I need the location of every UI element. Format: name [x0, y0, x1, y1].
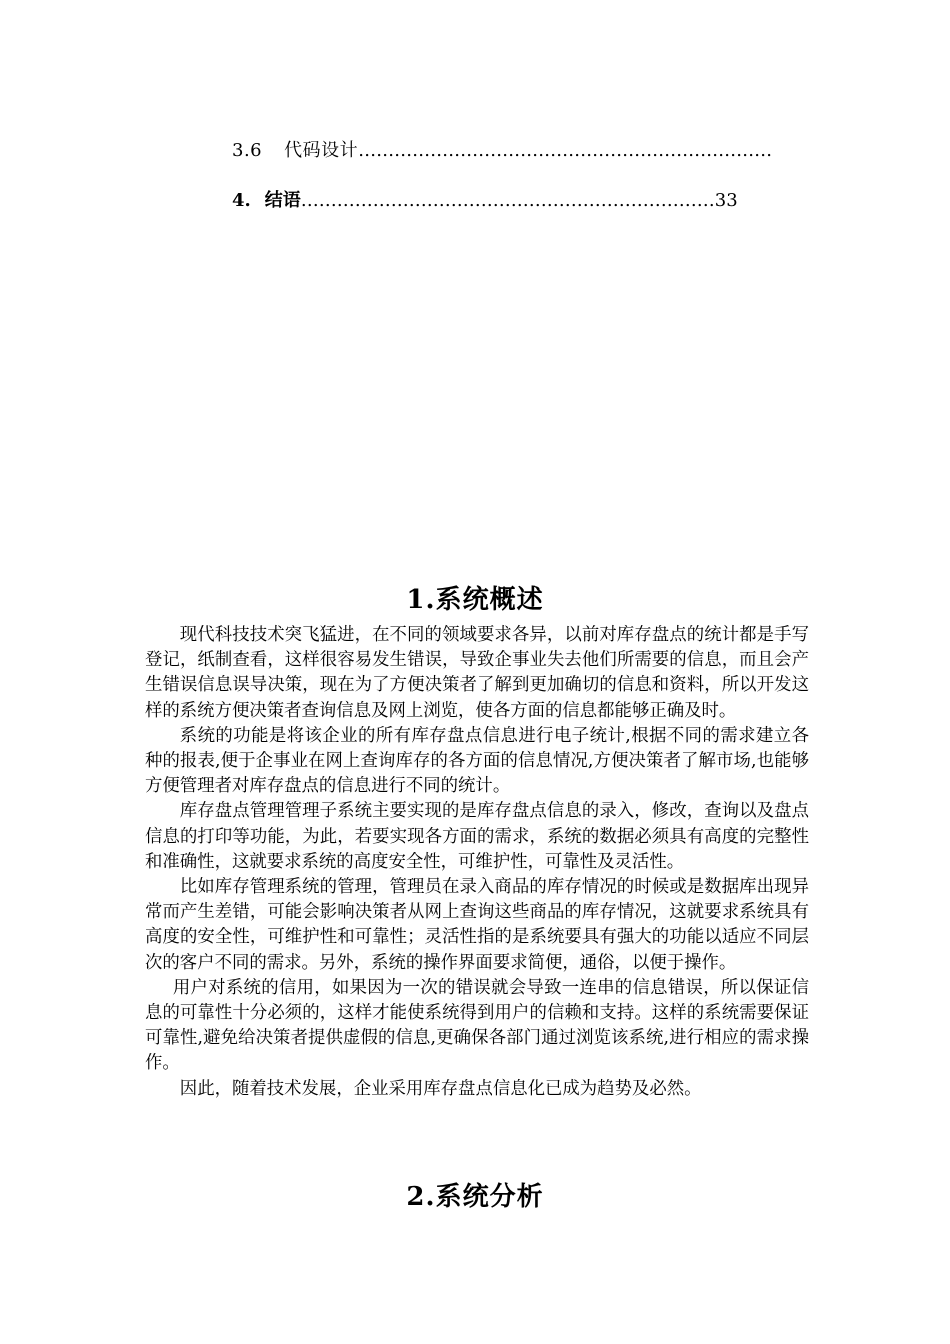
overview-body: [145, 623, 809, 1102]
toc-page-number: 33: [714, 190, 738, 211]
toc-entry-code-design[interactable]: [232, 140, 772, 162]
paragraph: 因此，随着技术发展，企业采用库存盘点信息化已成为趋势及必然。: [179, 1078, 702, 1099]
paragraph: 系统的功能是将该企业的所有库存盘点信息进行电子统计,根据不同的需求建立各种的报表,便于企事业在网上查询库存的各方面的信息情况,方便决策者了解市场,也能够方便管理者对库存盘点的信息进行不同的统计。: [145, 725, 809, 797]
toc-leader-dots: ……………………………………………………………: [300, 190, 715, 211]
toc-entry-number: 3.6: [232, 140, 263, 161]
toc-entry-conclusion[interactable]: [232, 190, 738, 212]
paragraph: 库存盘点管理管理子系统主要实现的是库存盘点信息的录入，修改，查询以及盘点信息的打印等功能，为此，若要实现各方面的需求，系统的数据必须具有高度的完整性和准确性，这就要求系统的高度安全性，可维护性，可靠性及灵活性。: [145, 801, 809, 872]
toc-entry-title: 结语: [264, 190, 301, 211]
paragraph: 比如库存管理系统的管理，管理员在录入商品的库存情况的时候或是数据库出现异常而产生差错，可能会影响决策者从网上查询这些商品的库存情况，这就要求系统具有高度的安全性，可维护性和可靠性；灵活性指的是系统要具有强大的功能以适应不同层次的客户不同的需求。另外，系统的操作界面要求简便，通俗，以便于操作。: [145, 877, 809, 973]
paragraph: 用户对系统的信用，如果因为一次的错误就会导致一连串的信息错误，所以保证信息的可靠性十分必须的，这样才能使系统得到用户的信赖和支持。这样的系统需要保证可靠性,避免给决策者提供虚假的信息,更确保各部门通过浏览该系统,进行相应的需求操作。: [145, 977, 809, 1074]
section-heading-analysis: 2.系统分析: [406, 1182, 544, 1212]
toc-leader-dots: ……………………………………………………………: [358, 140, 773, 161]
paragraph: 现代科技技术突飞猛进，在不同的领域要求各异，以前对库存盘点的统计都是手写登记，纸制查看，这样很容易发生错误，导致企事业失去他们所需要的信息，而且会产生错误信息误导决策，现在为了方便决策者了解到更加确切的信息和资料，所以开发这样的系统方便决策者查询信息及网上浏览，使各方面的信息都能够正确及时。: [145, 625, 809, 721]
section-heading-overview: 1.系统概述: [406, 585, 544, 615]
toc-entry-title: 代码设计: [284, 140, 359, 161]
toc-entry-number: 4.: [232, 190, 251, 211]
